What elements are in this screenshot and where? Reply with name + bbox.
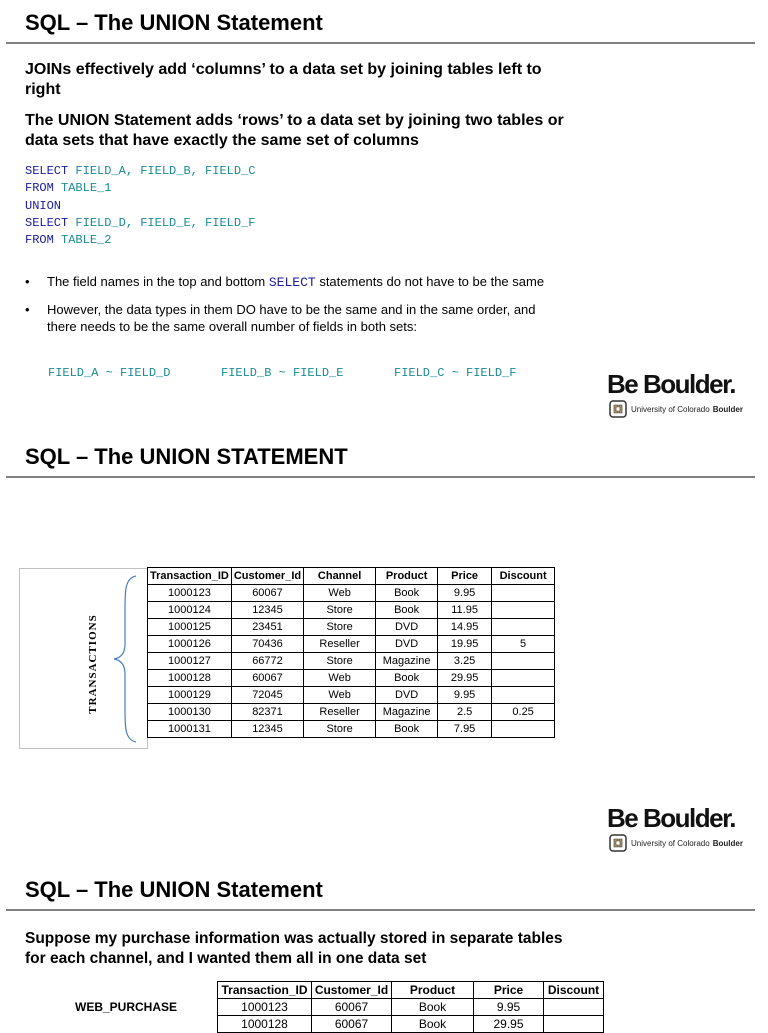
bullet-item xyxy=(25,301,545,336)
sql-identifiers: FIELD_A, FIELD_B, FIELD_C xyxy=(68,164,256,178)
column-header: Customer_Id xyxy=(231,568,303,585)
table-cell: 1000127 xyxy=(148,653,232,670)
table-cell: DVD xyxy=(376,687,438,704)
title-divider xyxy=(6,42,755,44)
sql-identifiers: TABLE_2 xyxy=(53,233,112,248)
table-cell: Store xyxy=(304,619,376,636)
table-cell: 82371 xyxy=(231,704,303,721)
table-cell: Book xyxy=(392,1016,474,1033)
table-cell: 29.95 xyxy=(474,1016,544,1033)
table-cell: Book xyxy=(392,999,474,1016)
table-cell: 14.95 xyxy=(438,619,492,636)
table-cell: Store xyxy=(304,602,376,619)
table-cell: 5 xyxy=(492,636,555,653)
bullet-list xyxy=(25,273,545,345)
table-row xyxy=(148,670,555,687)
table-cell: 1000130 xyxy=(148,704,232,721)
column-header: Price xyxy=(474,982,544,999)
code-line xyxy=(25,215,255,232)
table-cell xyxy=(544,1016,604,1033)
transactions-table xyxy=(147,567,555,738)
code-line xyxy=(25,163,255,180)
slide2-title: SQL – The UNION STATEMENT xyxy=(25,444,348,469)
column-header: Product xyxy=(392,982,474,999)
table-cell: Book xyxy=(376,670,438,687)
column-header: Channel xyxy=(304,568,376,585)
table-cell: 60067 xyxy=(312,1016,392,1033)
table-cell: Magazine xyxy=(376,704,438,721)
curly-brace-icon xyxy=(110,574,140,744)
column-header: Customer_Id xyxy=(312,982,392,999)
column-header: Discount xyxy=(544,982,604,999)
web-purchase-table-name: WEB_PURCHASE xyxy=(75,1000,178,1014)
slide1-title: SQL – The UNION Statement xyxy=(25,10,323,35)
table-cell: 1000131 xyxy=(148,721,232,738)
table-cell: 12345 xyxy=(231,602,303,619)
table-cell: 1000126 xyxy=(148,636,232,653)
table-cell: 70436 xyxy=(231,636,303,653)
table-cell: Web xyxy=(304,585,376,602)
sql-keyword: FROM xyxy=(25,181,54,196)
logo-subline xyxy=(609,400,743,418)
sql-identifiers: FIELD_D, FIELD_E, FIELD_F xyxy=(68,215,256,230)
table-row xyxy=(148,619,555,636)
sql-keyword: SELECT xyxy=(25,164,69,178)
table-cell xyxy=(492,721,555,738)
logo-boulder-text: Boulder xyxy=(712,838,743,848)
table-row xyxy=(218,999,604,1016)
table-cell: Web xyxy=(304,670,376,687)
table-cell: DVD xyxy=(376,619,438,636)
table-row xyxy=(148,687,555,704)
table-cell: 60067 xyxy=(231,585,303,602)
table-cell xyxy=(492,619,555,636)
sql-code-block xyxy=(25,163,255,249)
table-cell: Book xyxy=(376,602,438,619)
slide1-heading-union: The UNION Statement adds ‘rows’ to a data set by joining two tables or data sets that have exactly the same set of columns xyxy=(25,112,564,149)
table-header-row xyxy=(148,568,555,585)
table-cell: Store xyxy=(304,653,376,670)
table-cell: Magazine xyxy=(376,653,438,670)
table-cell: 2.5 xyxy=(438,704,492,721)
table-cell: 0.25 xyxy=(492,704,555,721)
table-cell: 72045 xyxy=(231,687,303,704)
table-cell: 1000124 xyxy=(148,602,232,619)
table-row xyxy=(218,1016,604,1033)
column-header: Price xyxy=(438,568,492,585)
column-header: Discount xyxy=(492,568,555,585)
table-cell: 1000128 xyxy=(148,670,232,687)
table-cell xyxy=(492,670,555,687)
table-cell: 12345 xyxy=(231,721,303,738)
logo-wordmark: Be Boulder. xyxy=(607,369,735,399)
table-row xyxy=(148,585,555,602)
logo-university-text: University of Colorado xyxy=(631,404,710,414)
table-row xyxy=(148,704,555,721)
table-cell xyxy=(492,653,555,670)
bullet-item xyxy=(25,273,545,292)
bullet1-select-keyword: SELECT xyxy=(268,275,316,290)
table-cell: 1000129 xyxy=(148,687,232,704)
logo-university-text: University of Colorado xyxy=(631,838,710,848)
table-cell: Store xyxy=(304,721,376,738)
title-divider xyxy=(6,476,755,478)
bullet1-text-pre: The field names in the top and bottom xyxy=(47,274,266,289)
table-cell: 66772 xyxy=(231,653,303,670)
slide3-heading: Suppose my purchase information was actually stored in separate tables for each channel, and I wanted them all in one data set xyxy=(25,930,563,967)
table-cell: 1000123 xyxy=(148,585,232,602)
sql-keyword: UNION xyxy=(25,198,62,213)
bullet2-text: However, the data types in them DO have to be the same and in the same order, and there needs to be the same overall number of fields in both sets: xyxy=(47,301,536,334)
table-cell: 9.95 xyxy=(438,585,492,602)
table-cell: 7.95 xyxy=(438,721,492,738)
table-cell: DVD xyxy=(376,636,438,653)
table-cell: 60067 xyxy=(312,999,392,1016)
column-header: Transaction_ID xyxy=(148,568,232,585)
sql-identifiers: TABLE_1 xyxy=(53,181,112,196)
slide3-title: SQL – The UNION Statement xyxy=(25,877,323,902)
transactions-side-label: TRANSACTIONS xyxy=(87,614,99,714)
bullet-dot: • xyxy=(25,274,30,289)
bullet1-text-post: statements do not have to be the same xyxy=(319,274,545,289)
logo-subline xyxy=(609,834,743,852)
table-cell xyxy=(492,602,555,619)
table-cell: 1000123 xyxy=(218,999,312,1016)
table-cell xyxy=(544,999,604,1016)
table-cell: Reseller xyxy=(304,704,376,721)
table-row xyxy=(148,653,555,670)
table-header-row xyxy=(218,982,604,999)
table-cell: Book xyxy=(376,585,438,602)
code-line xyxy=(25,232,255,249)
table-cell: 1000128 xyxy=(218,1016,312,1033)
code-line xyxy=(25,198,255,215)
table-cell: 23451 xyxy=(231,619,303,636)
table-cell: 9.95 xyxy=(438,687,492,704)
be-boulder-logo xyxy=(607,803,755,855)
table-row xyxy=(148,636,555,653)
sql-keyword: FROM xyxy=(25,233,54,248)
title-divider xyxy=(6,909,755,911)
be-boulder-logo xyxy=(607,369,755,421)
field-pair: FIELD_A ~ FIELD_D xyxy=(48,366,171,380)
table-cell: 1000125 xyxy=(148,619,232,636)
column-header: Transaction_ID xyxy=(218,982,312,999)
table-cell: 3.25 xyxy=(438,653,492,670)
table-cell: 29.95 xyxy=(438,670,492,687)
code-line xyxy=(25,180,255,197)
table-cell: Book xyxy=(376,721,438,738)
table-cell xyxy=(492,585,555,602)
web-purchase-table xyxy=(217,981,604,1033)
table-row xyxy=(148,721,555,738)
table-cell: 9.95 xyxy=(474,999,544,1016)
table-cell xyxy=(492,687,555,704)
bullet-dot: • xyxy=(25,301,30,317)
cu-emblem-icon xyxy=(609,400,627,418)
table-cell: 19.95 xyxy=(438,636,492,653)
column-header: Product xyxy=(376,568,438,585)
table-row xyxy=(148,602,555,619)
table-cell: 60067 xyxy=(231,670,303,687)
cu-emblem-icon xyxy=(609,834,627,852)
logo-wordmark: Be Boulder. xyxy=(607,803,735,833)
logo-boulder-text: Boulder xyxy=(712,404,743,414)
table-cell: Web xyxy=(304,687,376,704)
table-cell: 11.95 xyxy=(438,602,492,619)
table-cell: Reseller xyxy=(304,636,376,653)
sql-keyword: SELECT xyxy=(25,215,69,230)
slide1-heading-joins: JOINs effectively add ‘columns’ to a data set by joining tables left to right xyxy=(25,61,542,98)
field-pair: FIELD_C ~ FIELD_F xyxy=(394,366,517,380)
field-pair: FIELD_B ~ FIELD_E xyxy=(221,366,344,380)
